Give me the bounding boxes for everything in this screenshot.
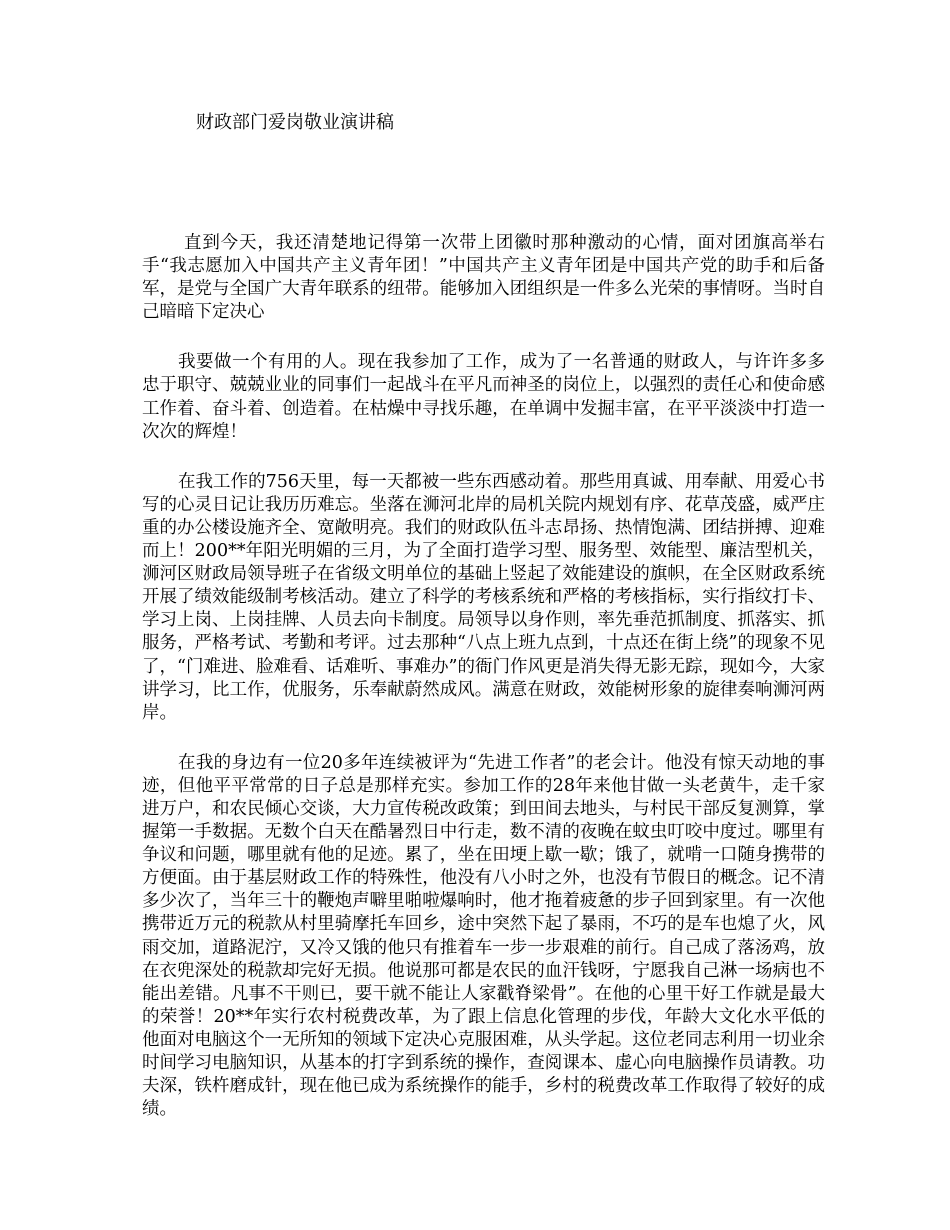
paragraph-3: 在我工作的756天里，每一天都被一些东西感动着。那些用真诚、用奉献、用爱心书写的心灵日记让我历历难忘。坐落在浉河北岸的局机关院内规划有序、花草茂盛，威严庄重的办公楼设施齐全、宽敞明亮。我们的财政队伍斗志昂扬、热情饱满、团结拼搏、迎难而上！200**年阳光明媚的三月，为了全面打造学习型、服务型、效能型、廉洁型机关，浉河区财政局领导班子在省级文明单位的基础上竖起了效能建设的旗帜，在全区财政系统开展了绩效能级制考核活动。建立了科学的考核系统和严格的考核指标，实行指纹打卡、学习上岗、上岗挂牌、人员去向卡制度。局领导以身作则，率先垂范抓制度、抓落实、抓服务，严格考试、考勤和考评。过去那种“八点上班九点到，十点还在街上绕”的现象不见了，“门难进、脸难看、话难听、事难办”的衙门作风更是消失得无影无踪，现如今，大家讲学习，比工作，优服务，乐奉献蔚然成风。满意在财政，效能树形象的旋律奏响浉河两岸。 [142, 471, 825, 723]
document-body [142, 232, 825, 1148]
document-title: 财政部门爱岗敬业演讲稿 [196, 112, 394, 133]
paragraph-1: 直到今天，我还清楚地记得第一次带上团徽时那种激动的心情，面对团旗高举右手“我志愿加入中国共产主义青年团！”中国共产主义青年团是中国共产党的助手和后备军，是党与全国广大青年联系的纽带。能够加入团组织是一件多么光荣的事情呀。当时自己暗暗下定决心 [142, 233, 825, 323]
paragraph-2: 我要做一个有用的人。现在我参加了工作，成为了一名普通的财政人，与许许多多忠于职守、兢兢业业的同事们一起战斗在平凡而神圣的岗位上，以强烈的责任心和使命感工作着、奋斗着、创造着。在枯燥中寻找乐趣，在单调中发掘丰富，在平平淡淡中打造一次次的辉煌！ [142, 352, 825, 442]
paragraph-4: 在我的身边有一位20多年连续被评为“先进工作者”的老会计。他没有惊天动地的事迹，但他平平常常的日子总是那样充实。参加工作的28年来他甘做一头老黄牛，走千家进万户，和农民倾心交谈，大力宣传税改政策；到田间去地头，与村民干部反复测算，掌握第一手数据。无数个白天在酷暑烈日中行走，数不清的夜晚在蚊虫叮咬中度过。哪里有争议和问题，哪里就有他的足迹。累了，坐在田埂上歇一歇；饿了，就啃一口随身携带的方便面。由于基层财政工作的特殊性，他没有八小时之外，也没有节假日的概念。记不清多少次了，当年三十的鞭炮声噼里啪啦爆响时，他才拖着疲惫的步子回到家里。有一次他携带近万元的税款从村里骑摩托车回乡，途中突然下起了暴雨，不巧的是车也熄了火，风雨交加，道路泥泞，又冷又饿的他只有推着车一步一步艰难的前行。自己成了落汤鸡，放在衣兜深处的税款却完好无损。他说那可都是农民的血汗钱呀，宁愿我自己淋一场病也不能出差错。凡事不干则已，要干就不能让人家戳脊梁骨”。在他的心里干好工作就是最大的荣誉！20**年实行农村税费改革，为了跟上信息化管理的步伐，年龄大文化水平低的他面对电脑这个一无所知的领域下定决心克服困难，从头学起。这位老同志利用一切业余时间学习电脑知识，从基本的打字到系统的操作，查阅课本、虚心向电脑操作员请教。功夫深，铁杵磨成针，现在他已成为系统操作的能手，乡村的税费改革工作取得了较好的成绩。 [142, 752, 825, 1120]
